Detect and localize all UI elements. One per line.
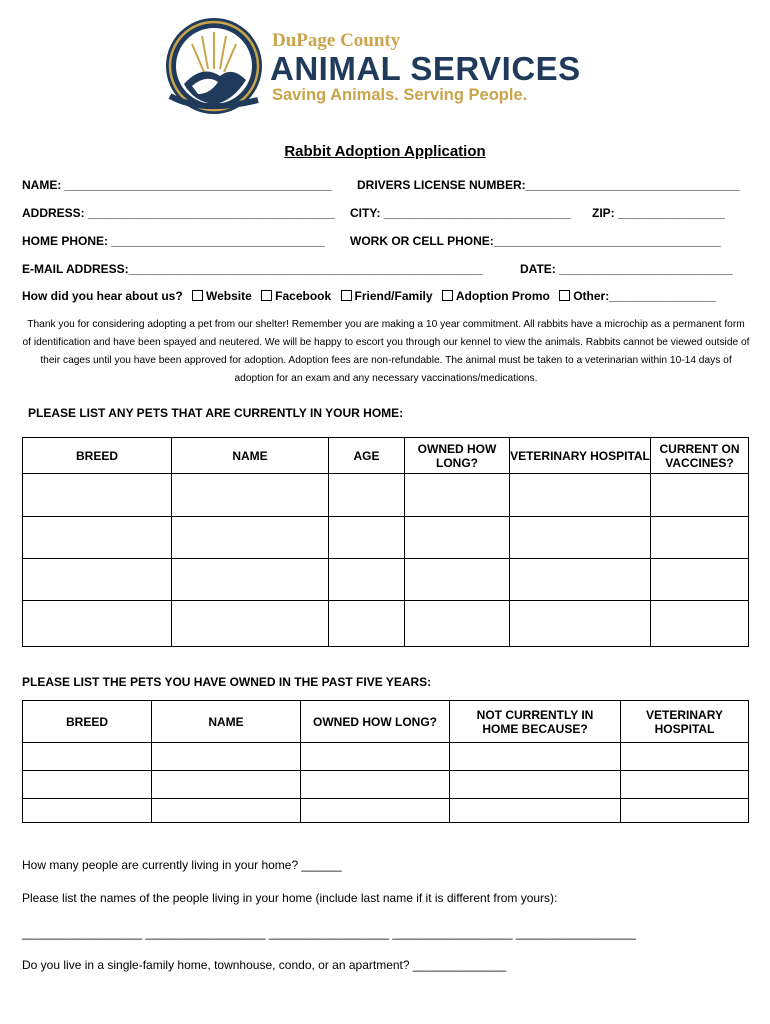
table-row xyxy=(23,559,749,601)
col-current-on-vaccines: CURRENT ON VACCINES? xyxy=(651,438,749,474)
other-checkbox[interactable] xyxy=(559,290,570,301)
people-names-lines[interactable]: __________________ __________________ __________________ __________________ __________________ xyxy=(22,926,636,940)
dupage-logo xyxy=(162,14,582,118)
table-row xyxy=(23,474,749,517)
address-field[interactable]: ADDRESS: _____________________________________ xyxy=(22,206,335,220)
table-row xyxy=(23,517,749,559)
facebook-checkbox[interactable] xyxy=(261,290,272,301)
email-field[interactable]: E-MAIL ADDRESS:_____________________________________________________ xyxy=(22,262,483,276)
col-not-currently-in-home: NOT CURRENTLY IN HOME BECAUSE? xyxy=(450,701,621,743)
col-age: AGE xyxy=(329,438,405,474)
current-pets-heading: PLEASE LIST ANY PETS THAT ARE CURRENTLY IN YOUR HOME: xyxy=(28,406,404,420)
friend-family-label: Friend/Family xyxy=(354,289,433,303)
col-name: NAME xyxy=(172,438,329,474)
logo-tagline: Saving Animals. Serving People. xyxy=(272,86,528,104)
name-field[interactable]: NAME: ________________________________________ xyxy=(22,178,332,192)
col-breed: BREED xyxy=(23,701,152,743)
logo-county: DuPage County xyxy=(272,30,401,51)
col-veterinary-hospital: VETERINARY HOSPITAL xyxy=(621,701,749,743)
intro-paragraph: Thank you for considering adopting a pet from our shelter! Remember you are making a 10 year commitment. All rabbits have a microchip as a permanent form of identification and have been spayed and neutered. We will be happy to escort you through our kennel to view the animals. Rabbits cannot be viewed outside of their cages until you have been approved for adoption. Adoption fees are non-refundable. The animal must be taken to a veterinarian within 10-14 days of adoption for an exam and any necessary vaccinations/medications. xyxy=(22,319,750,384)
website-label: Website xyxy=(206,289,252,303)
col-name: NAME xyxy=(152,701,301,743)
col-owned-how-long: OWNED HOW LONG? xyxy=(301,701,450,743)
col-veterinary-hospital: VETERINARY HOSPITAL xyxy=(510,438,651,474)
logo-name: ANIMAL SERVICES xyxy=(270,50,581,87)
city-field[interactable]: CITY: ____________________________ xyxy=(350,206,571,220)
col-owned-how-long: OWNED HOW LONG? xyxy=(405,438,510,474)
zip-field[interactable]: ZIP: ________________ xyxy=(592,206,725,220)
license-field[interactable]: DRIVERS LICENSE NUMBER:________________________________ xyxy=(357,178,740,192)
people-count-question[interactable]: How many people are currently living in your home? ______ xyxy=(22,858,342,872)
adoption-promo-checkbox[interactable] xyxy=(442,290,453,301)
table-row xyxy=(23,601,749,647)
home-type-question[interactable]: Do you live in a single-family home, townhouse, condo, or an apartment? ______________ xyxy=(22,958,507,972)
table-row xyxy=(23,743,749,771)
heard-about-label: How did you hear about us? xyxy=(22,289,183,303)
table-row xyxy=(23,771,749,799)
facebook-label: Facebook xyxy=(275,289,332,303)
adoption-promo-label: Adoption Promo xyxy=(455,289,550,303)
table-row xyxy=(23,799,749,823)
past-pets-table xyxy=(22,700,749,823)
website-checkbox[interactable] xyxy=(192,290,203,301)
date-field[interactable]: DATE: __________________________ xyxy=(520,262,733,276)
people-names-question: Please list the names of the people living in your home (include last name if it is different from yours): xyxy=(22,891,558,905)
past-pets-heading: PLEASE LIST THE PETS YOU HAVE OWNED IN THE PAST FIVE YEARS: xyxy=(22,675,432,689)
heard-about-row xyxy=(22,289,716,303)
col-breed: BREED xyxy=(23,438,172,474)
friend-family-checkbox[interactable] xyxy=(341,290,352,301)
other-label: Other:________________ xyxy=(573,289,716,303)
page-title: Rabbit Adoption Application xyxy=(284,143,486,160)
work-phone-field[interactable]: WORK OR CELL PHONE:__________________________________ xyxy=(350,234,721,248)
home-phone-field[interactable]: HOME PHONE: ________________________________ xyxy=(22,234,325,248)
current-pets-table xyxy=(22,437,749,647)
